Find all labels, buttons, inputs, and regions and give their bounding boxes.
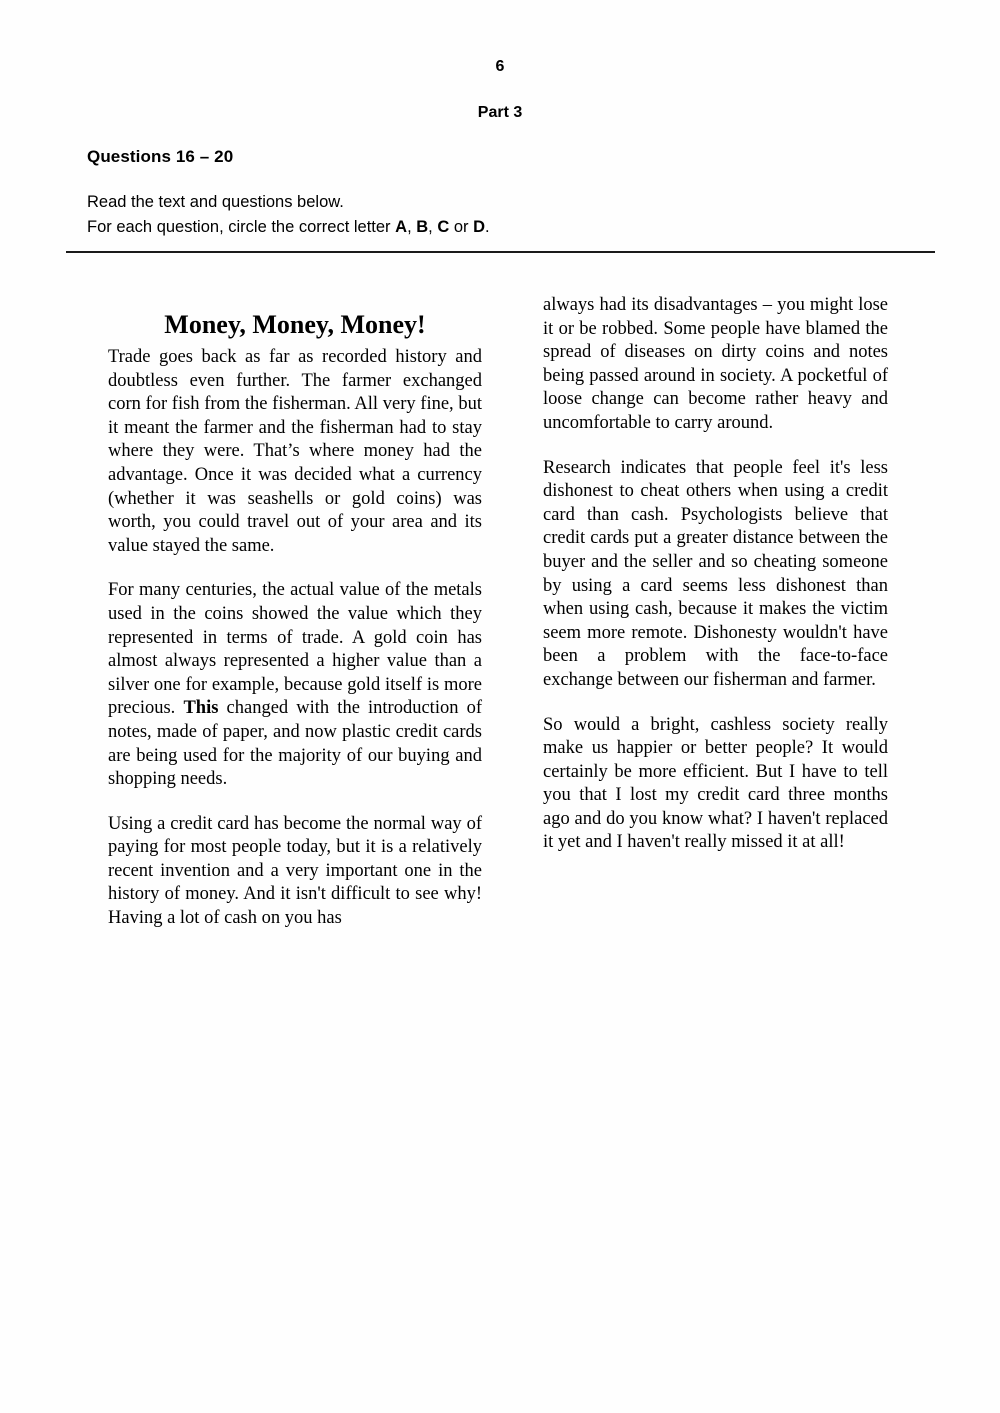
option-letter-b: B	[416, 218, 429, 236]
instruction-text-suffix: .	[485, 218, 490, 236]
option-separator-1: ,	[407, 218, 417, 236]
passage-paragraph: always had its disadvantages – you might lose it or be robbed. Some people have blamed the spread of diseases on dirty coins and notes being passed around in society. A pocketful of loose change can become rather heavy and uncomfortable to carry around.	[543, 295, 888, 433]
passage-column-right	[543, 294, 888, 855]
option-letter-c: C	[437, 218, 450, 236]
page-number: 6	[495, 58, 505, 75]
passage-paragraph: So would a bright, cashless society really make us happier or better people? It would certainly be more efficient. But I have to tell you that I lost my credit card three months ago and do you know what? I haven't replaced it yet and I haven't really missed it at all!	[543, 714, 888, 853]
option-separator-3: or	[449, 218, 474, 236]
passage-paragraph: Using a credit card has become the normal way of paying for most people today, but it is a relatively recent invention and a very important one in the history of money. And it isn't difficult to see why! Having a lot of cash on you has	[108, 813, 482, 929]
instruction-line-read-text: Read the text and questions below.	[87, 193, 344, 211]
passage-paragraph: Trade goes back as far as recorded history and doubtless even further. The farmer exchanged corn for fish from the fisherman. All very fine, but it meant the farmer and the fisherman had to stay where they were. That’s where money had the advantage. Once it was decided what a currency (whether it was seashells or gold coins) was worth, you could travel out of your area and its value stayed the same.	[108, 347, 482, 556]
emphasised-word-this: This	[183, 698, 219, 719]
instructions-block	[87, 190, 490, 240]
paragraph-text-after-emphasis: changed with the introduction of notes, made of paper, and now plastic credit cards are being used for the majority of our buying and shopping needs.	[108, 698, 482, 790]
questions-range-heading: Questions 16 – 20	[87, 147, 234, 166]
header-divider-rule	[66, 251, 935, 253]
option-separator-2: ,	[428, 218, 438, 236]
passage-paragraph	[108, 579, 482, 791]
instruction-line-circle-letter	[87, 215, 490, 240]
passage-paragraph: Research indicates that people feel it's less dishonest to cheat others when using a credit card than cash. Psychologists believe that credit cards put a greater distance between the buyer and the seller and so cheating someone by using a card seems less dishonest than when using cash, because it makes the victim seem more remote. Dishonesty wouldn't have been a problem with the face-to-face exchange between our fisherman and farmer.	[543, 457, 888, 690]
paragraph-text-before-emphasis: For many centuries, the actual value of the metals used in the coins showed the value which they represented in terms of trade. A gold coin has almost always represented a higher value than a silver one for example, because gold itself is more precious.	[108, 580, 482, 719]
passage-column-left	[108, 294, 482, 931]
part-label: Part 3	[477, 104, 523, 121]
option-letter-d: D	[473, 218, 486, 236]
option-letter-a: A	[395, 218, 408, 236]
instruction-text-prefix: For each question, circle the correct letter	[87, 218, 396, 236]
passage-title: Money, Money, Money!	[164, 310, 426, 339]
